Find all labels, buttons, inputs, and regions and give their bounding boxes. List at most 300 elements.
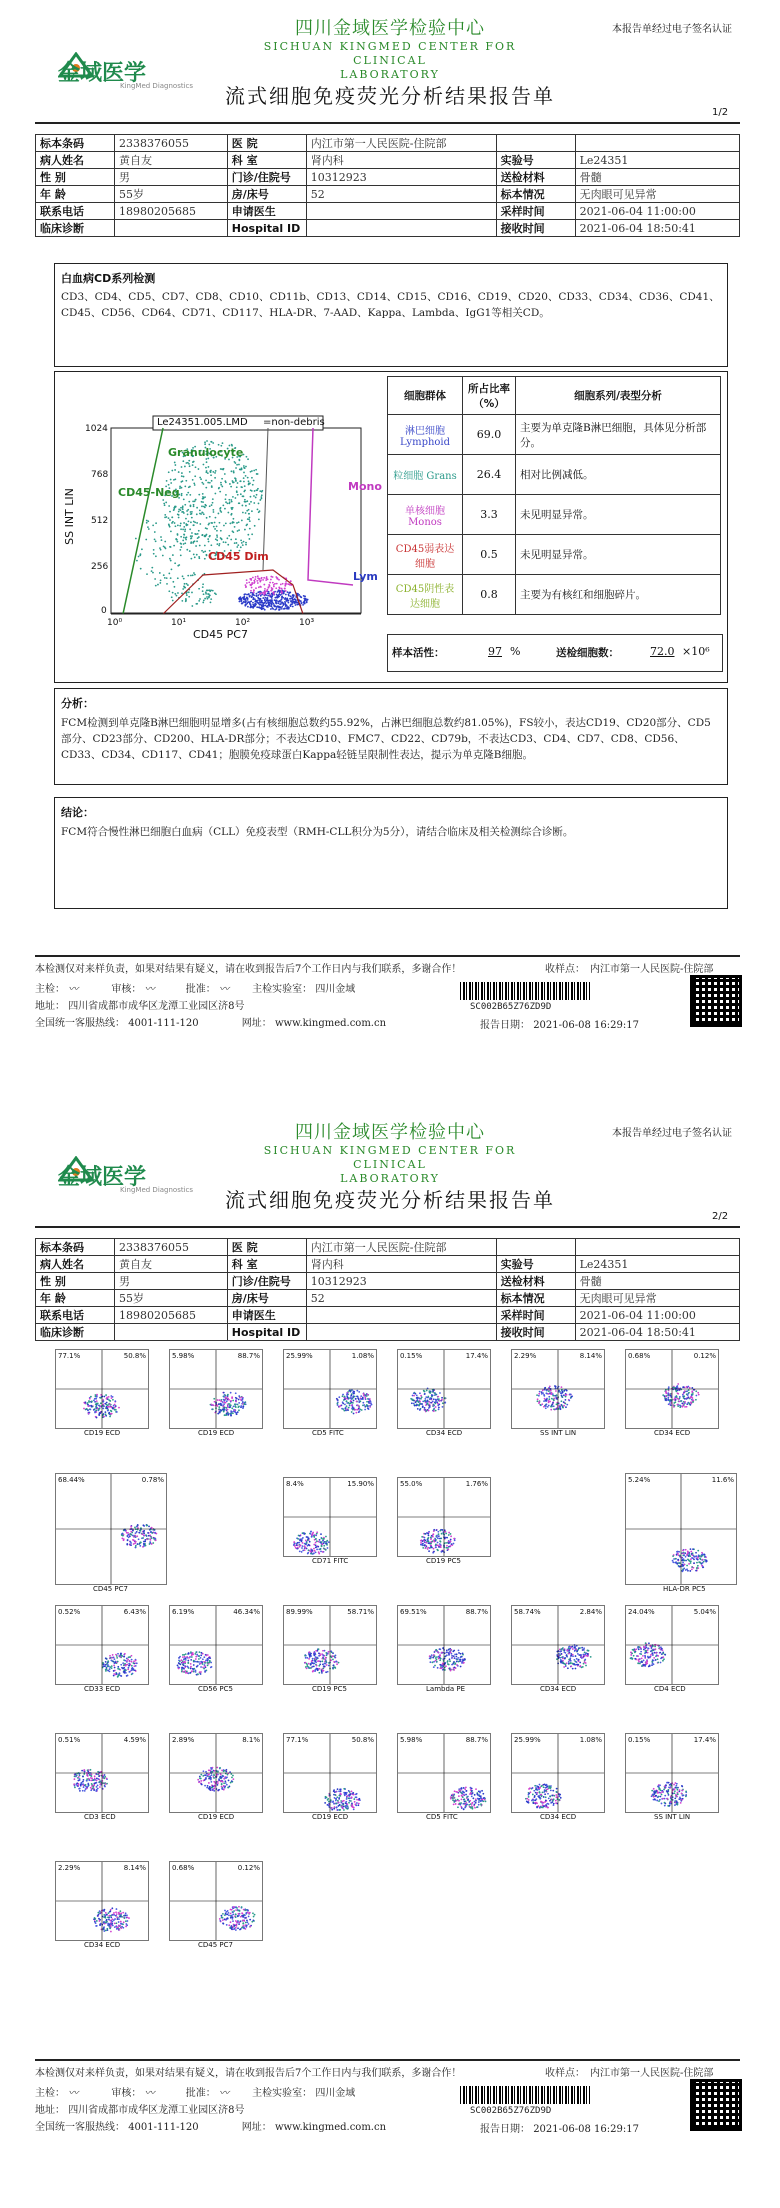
mini-plot-point xyxy=(432,1657,434,1659)
mini-plot-point xyxy=(96,1394,98,1396)
mini-plot-point xyxy=(545,1405,547,1407)
mini-plot-point xyxy=(344,1398,346,1400)
scatter-point xyxy=(285,594,287,596)
flow-mini-plot xyxy=(397,1605,491,1693)
mini-plot-point xyxy=(463,1798,465,1800)
scatter-point xyxy=(210,544,212,546)
mini-plot-point xyxy=(99,1780,101,1782)
mini-plot-point xyxy=(338,1396,340,1398)
mini-plot-point xyxy=(230,1415,232,1417)
mini-plot-point xyxy=(448,1653,450,1655)
scatter-point xyxy=(245,584,247,586)
mini-plot-point xyxy=(78,1788,80,1790)
field-value xyxy=(306,1324,496,1341)
mini-plot-point xyxy=(686,1568,688,1570)
mini-plot-point xyxy=(677,1387,679,1389)
y-tick: 0 xyxy=(101,606,107,616)
scatter-point xyxy=(243,594,245,596)
scatter-point xyxy=(154,538,156,540)
mini-plot-point xyxy=(673,1784,675,1786)
mini-plot-point xyxy=(337,1800,339,1802)
mini-plot-point xyxy=(343,1809,345,1811)
scatter-point xyxy=(201,505,203,507)
scatter-point xyxy=(182,507,184,509)
scatter-point xyxy=(189,550,191,552)
mini-plot-point xyxy=(318,1665,320,1667)
mini-plot-point xyxy=(553,1399,555,1401)
mini-plot-point xyxy=(349,1800,351,1802)
mini-plot-point xyxy=(643,1649,645,1651)
mini-plot-point xyxy=(301,1547,303,1549)
scatter-point xyxy=(253,502,255,504)
scatter-point xyxy=(282,583,284,585)
mini-plot-point xyxy=(424,1537,426,1539)
mini-plot-point xyxy=(94,1778,96,1780)
scatter-point xyxy=(180,509,182,511)
mini-plot-point xyxy=(218,1411,220,1413)
mini-plot-point xyxy=(460,1659,462,1661)
mini-plot-point xyxy=(458,1795,460,1797)
mini-plot-point xyxy=(126,1660,128,1662)
mini-plot-point xyxy=(118,1674,120,1676)
scatter-point xyxy=(271,604,273,606)
mini-plot-point xyxy=(540,1806,542,1808)
mini-plot-point xyxy=(360,1398,362,1400)
scatter-point xyxy=(253,604,255,606)
field-value: 18980205685 xyxy=(115,203,228,220)
mini-plot-point xyxy=(587,1650,589,1652)
scatter-point xyxy=(193,541,195,543)
mini-plot-point xyxy=(218,1406,220,1408)
mini-plot-point xyxy=(231,1407,233,1409)
mini-plot-point xyxy=(429,1398,431,1400)
mini-plot-point xyxy=(344,1403,346,1405)
mini-plot-point xyxy=(316,1665,318,1667)
mini-plot-point xyxy=(431,1547,433,1549)
mini-plot-point xyxy=(438,1658,440,1660)
mini-plot-point xyxy=(412,1399,414,1401)
scatter-point xyxy=(172,600,174,602)
scatter-point xyxy=(181,466,183,468)
mini-plot-point xyxy=(471,1790,473,1792)
mini-plot-point xyxy=(433,1398,435,1400)
mini-plot-point xyxy=(679,1406,681,1408)
mini-plot-point xyxy=(452,1799,454,1801)
mini-plot-point xyxy=(440,1545,442,1547)
scatter-point xyxy=(259,490,261,492)
mini-plot-point xyxy=(446,1545,448,1547)
scatter-point xyxy=(219,522,221,524)
mini-plot-point xyxy=(692,1401,694,1403)
mini-plot-point xyxy=(221,1776,223,1778)
mini-plot-point xyxy=(441,1397,443,1399)
field-label: 病人姓名 xyxy=(36,1256,115,1273)
mini-plot-point xyxy=(127,1675,129,1677)
mini-plot-point xyxy=(703,1553,705,1555)
scatter-point xyxy=(188,596,190,598)
mini-plot-point xyxy=(700,1558,702,1560)
mini-plot-point xyxy=(111,1397,113,1399)
mini-plot-point xyxy=(337,1809,339,1811)
mini-plot-point xyxy=(311,1553,313,1555)
mini-plot-point xyxy=(328,1665,330,1667)
mini-plot-point xyxy=(223,1409,225,1411)
mini-plot-point xyxy=(226,1776,228,1778)
scatter-point xyxy=(164,514,166,516)
mini-plot-point xyxy=(547,1807,549,1809)
logo-text-2: 金域医学 xyxy=(58,1165,147,1190)
mini-plot-point xyxy=(690,1562,692,1564)
mini-plot-point xyxy=(653,1663,655,1665)
mini-plot-point xyxy=(458,1790,460,1792)
scatter-point xyxy=(206,596,208,598)
mini-plot-point xyxy=(462,1652,464,1654)
mini-plot-point xyxy=(223,1785,225,1787)
flow-mini-plot xyxy=(397,1349,491,1437)
scatter-point xyxy=(181,472,183,474)
mini-plot-point xyxy=(436,1549,438,1551)
mini-plot-point xyxy=(96,1773,98,1775)
mini-plot-svg xyxy=(398,1478,490,1556)
mini-plot-point xyxy=(211,1789,213,1791)
mini-plot-point xyxy=(648,1642,650,1644)
scatter-point xyxy=(300,600,302,602)
mini-plot-point xyxy=(205,1660,207,1662)
mini-plot-point xyxy=(356,1390,358,1392)
mini-plot-point xyxy=(346,1400,348,1402)
patient-info-row xyxy=(36,203,740,220)
scatter-point xyxy=(231,470,233,472)
mini-plot-point xyxy=(316,1549,318,1551)
scatter-point xyxy=(204,443,206,445)
mini-plot-point xyxy=(354,1803,356,1805)
scatter-point xyxy=(182,575,184,577)
scatter-point xyxy=(234,477,236,479)
mini-plot-point xyxy=(309,1655,311,1657)
analysis-text: FCM检测到单克隆B淋巴细胞明显增多(占有核细胞总数约55.92%，占淋巴细胞总数约81.05%)，FS较小，表达CD19、CD20部分、CD5部分、CD23部分、CD200、HLA-DR部分；不表达CD10、FMC7、CD22、CD79b，不表达CD3、CD4、CD7、CD8、CD56、CD33、CD34、CD117、CD41；胞膜免疫球蛋白Kappa轻链呈限制性表达，提示为单克隆B细胞。 xyxy=(61,717,711,761)
mini-plot-point xyxy=(649,1665,651,1667)
mini-plot-point xyxy=(422,1406,424,1408)
mini-plot-point xyxy=(87,1785,89,1787)
mini-plot-point xyxy=(543,1394,545,1396)
mini-plot-svg xyxy=(56,1734,148,1812)
scatter-point xyxy=(279,588,281,590)
scatter-point xyxy=(198,530,200,532)
scatter-point xyxy=(250,496,252,498)
mini-plot-point xyxy=(139,1541,141,1543)
e-sign-note-2: 本报告单经过电子签名认证 xyxy=(612,1128,732,1139)
mini-plot-point xyxy=(431,1394,433,1396)
mini-plot-svg xyxy=(56,1350,148,1428)
scatter-point xyxy=(256,580,258,582)
mini-plot-point xyxy=(128,1671,130,1673)
scatter-point xyxy=(240,539,242,541)
mini-plot-point xyxy=(124,1660,126,1662)
mini-plot-point xyxy=(312,1532,314,1534)
checker-signature: 〰 xyxy=(68,984,79,995)
scatter-point xyxy=(206,470,208,472)
mini-plot-point xyxy=(223,1406,225,1408)
mini-plot-point xyxy=(142,1537,144,1539)
scatter-point xyxy=(218,487,220,489)
mini-plot-point xyxy=(549,1386,551,1388)
logo-subtext-2: KingMed Diagnostics xyxy=(120,1186,194,1194)
scatter-point xyxy=(290,600,292,602)
mini-plot-point xyxy=(424,1398,426,1400)
mini-plot-point xyxy=(213,1774,215,1776)
mini-plot-point xyxy=(299,1538,301,1540)
mini-plot-point xyxy=(433,1661,435,1663)
mini-plot-point xyxy=(445,1542,447,1544)
scatter-point xyxy=(170,577,172,579)
mini-plot-point xyxy=(548,1405,550,1407)
mini-plot-point xyxy=(638,1658,640,1660)
mini-plot-point xyxy=(346,1805,348,1807)
mini-plot-point xyxy=(90,1769,92,1771)
mini-plot-point xyxy=(127,1534,129,1536)
mini-plot-point xyxy=(681,1793,683,1795)
scatter-point xyxy=(229,523,231,525)
scatter-point xyxy=(184,485,186,487)
scatter-point xyxy=(257,594,259,596)
mini-plot-point xyxy=(123,1656,125,1658)
mini-plot-svg xyxy=(398,1606,490,1684)
mini-plot-point xyxy=(556,1791,558,1793)
mini-plot-point xyxy=(556,1403,558,1405)
mini-plot-point xyxy=(474,1794,476,1796)
mini-plot-point xyxy=(203,1780,205,1782)
mini-plot-point xyxy=(197,1673,199,1675)
field-label: 实验号 xyxy=(496,152,575,169)
mini-plot-point xyxy=(218,1408,220,1410)
mini-plot-point xyxy=(548,1393,550,1395)
scatter-point xyxy=(185,539,187,541)
scatter-point xyxy=(228,499,230,501)
mini-plot-point xyxy=(435,1544,437,1546)
mini-plot-point xyxy=(552,1790,554,1792)
mini-plot-point xyxy=(686,1554,688,1556)
mini-plot-point xyxy=(315,1544,317,1546)
mini-plot-point xyxy=(137,1543,139,1545)
mini-plot-point xyxy=(445,1547,447,1549)
scatter-point xyxy=(157,584,159,586)
scatter-point xyxy=(264,604,266,606)
mini-plot-point xyxy=(454,1539,456,1541)
scatter-point xyxy=(196,507,198,509)
mini-plot-point xyxy=(314,1656,316,1658)
scatter-point xyxy=(298,594,300,596)
mini-plot-point xyxy=(453,1655,455,1657)
mini-plot-point xyxy=(293,1541,295,1543)
mini-plot-point xyxy=(227,1409,229,1411)
mini-plot-point xyxy=(461,1662,463,1664)
population-percent: 69.0 xyxy=(463,415,516,455)
scatter-point xyxy=(208,541,210,543)
mini-plot-point xyxy=(225,1396,227,1398)
mini-plot-point xyxy=(437,1396,439,1398)
label-granulocyte: Granulocyte xyxy=(168,446,244,459)
mini-plot-point xyxy=(571,1396,573,1398)
scatter-point xyxy=(190,542,192,544)
mini-plot-point xyxy=(208,1773,210,1775)
scatter-point xyxy=(205,505,207,507)
mini-plot-point xyxy=(220,1404,222,1406)
mini-plot-point xyxy=(425,1396,427,1398)
mini-plot-point xyxy=(94,1411,96,1413)
field-label: 送检材料 xyxy=(496,1273,575,1290)
scatter-point xyxy=(266,599,268,601)
scatter-point xyxy=(202,602,204,604)
scatter-point xyxy=(183,522,185,524)
scatter-point xyxy=(270,608,272,610)
website-value[interactable]: www.kingmed.com.cn xyxy=(274,1018,387,1029)
mini-plot-point xyxy=(677,1393,679,1395)
flow-mini-plot xyxy=(283,1349,377,1437)
scatter-point xyxy=(206,517,208,519)
mini-plot-point xyxy=(319,1548,321,1550)
mini-plot-point xyxy=(690,1551,692,1553)
scatter-point xyxy=(225,541,227,543)
mini-plot-point xyxy=(542,1804,544,1806)
scatter-point xyxy=(182,540,184,542)
quadrant-percent: 2.84% xyxy=(579,1608,602,1616)
mini-plot-point xyxy=(105,1394,107,1396)
mini-plot-point xyxy=(559,1657,561,1659)
mini-plot-point xyxy=(583,1647,585,1649)
mini-plot-point xyxy=(102,1408,104,1410)
scatter-point xyxy=(275,587,277,589)
mini-plot-point xyxy=(353,1798,355,1800)
scatter-point xyxy=(200,478,202,480)
mini-plot-point xyxy=(90,1409,92,1411)
mini-plot-point xyxy=(346,1808,348,1810)
mini-plot-point xyxy=(444,1402,446,1404)
scatter-point xyxy=(180,543,182,545)
mini-plot-point xyxy=(439,1654,441,1656)
mini-plot-point xyxy=(692,1567,694,1569)
mini-plot-point xyxy=(428,1535,430,1537)
mini-plot-point xyxy=(333,1808,335,1810)
mini-plot-point xyxy=(651,1664,653,1666)
lab-title-en-1: SICHUAN KINGMED CENTER FOR CLINICAL xyxy=(263,40,517,67)
mini-plot-point xyxy=(131,1661,133,1663)
scatter-point xyxy=(244,529,246,531)
mini-plot-point xyxy=(659,1648,661,1650)
scatter-point xyxy=(216,525,218,527)
mini-plot-point xyxy=(365,1405,367,1407)
mini-plot-point xyxy=(676,1783,678,1785)
mini-plot-point xyxy=(209,1770,211,1772)
scatter-point xyxy=(277,578,279,580)
mini-plot-point xyxy=(339,1795,341,1797)
mini-plot-point xyxy=(105,1415,107,1417)
mini-plot-point xyxy=(419,1392,421,1394)
mini-plot-point xyxy=(231,1780,233,1782)
field-label: 接收时间 xyxy=(496,220,575,237)
scatter-point xyxy=(232,521,234,523)
mini-plot-axis-label: SS INT LIN xyxy=(540,1429,577,1437)
mini-plot-point xyxy=(200,1661,202,1663)
mini-plot-point xyxy=(114,1404,116,1406)
mini-plot-point xyxy=(222,1781,224,1783)
mini-plot-point xyxy=(544,1789,546,1791)
mini-plot-point xyxy=(570,1394,572,1396)
mini-plot-point xyxy=(198,1781,200,1783)
reviewer-signature: 〰 xyxy=(144,984,155,995)
field-label: 申请医生 xyxy=(227,203,306,220)
mini-plot-point xyxy=(431,1654,433,1656)
mini-plot-point xyxy=(580,1654,582,1656)
mini-plot-point xyxy=(195,1658,197,1660)
mini-plot-point xyxy=(133,1539,135,1541)
scatter-point xyxy=(174,593,176,595)
mini-plot-point xyxy=(456,1800,458,1802)
scatter-point xyxy=(170,560,172,562)
mini-plot-point xyxy=(93,1399,95,1401)
mini-plot-point xyxy=(664,1795,666,1797)
scatter-point xyxy=(199,523,201,525)
mini-plot-point xyxy=(324,1650,326,1652)
mini-plot-point xyxy=(100,1402,102,1404)
mini-plot-point xyxy=(585,1653,587,1655)
mini-plot-point xyxy=(106,1404,108,1406)
scatter-point xyxy=(248,519,250,521)
mini-plot-point xyxy=(230,1400,232,1402)
mini-plot-point xyxy=(227,1406,229,1408)
mini-plot-point xyxy=(214,1786,216,1788)
scatter-point xyxy=(216,534,218,536)
mini-plot-point xyxy=(435,1410,437,1412)
scatter-point xyxy=(240,493,242,495)
mini-plot-point xyxy=(358,1408,360,1410)
mini-plot-point xyxy=(646,1661,648,1663)
scatter-point xyxy=(223,525,225,527)
scatter-point xyxy=(204,598,206,600)
mini-plot-point xyxy=(474,1807,476,1809)
scatter-point xyxy=(273,586,275,588)
mini-plot-point xyxy=(135,1541,137,1543)
scatter-point xyxy=(214,592,216,594)
mini-plot-point xyxy=(359,1400,361,1402)
scatter-point xyxy=(180,528,182,530)
mini-plot-point xyxy=(572,1663,574,1665)
mini-plot-point xyxy=(463,1808,465,1810)
mini-plot-point xyxy=(427,1548,429,1550)
mini-plot-point xyxy=(229,1786,231,1788)
mini-plot-point xyxy=(568,1649,570,1651)
mini-plot-point xyxy=(698,1394,700,1396)
mini-plot-point xyxy=(331,1807,333,1809)
mini-plot-point xyxy=(675,1399,677,1401)
mini-plot-point xyxy=(441,1533,443,1535)
mini-plot-point xyxy=(211,1774,213,1776)
mini-plot-point xyxy=(89,1398,91,1400)
mini-plot-point xyxy=(225,1782,227,1784)
scatter-point xyxy=(208,596,210,598)
mini-plot-point xyxy=(127,1539,129,1541)
approver-label: 批准： xyxy=(185,984,216,995)
mini-plot-point xyxy=(655,1648,657,1650)
mini-plot-point xyxy=(691,1387,693,1389)
mini-plot-point xyxy=(684,1401,686,1403)
mini-plot-svg xyxy=(284,1606,376,1684)
mini-plot-point xyxy=(583,1649,585,1651)
mini-plot-point xyxy=(660,1646,662,1648)
mini-plot-point xyxy=(684,1406,686,1408)
mini-plot-point xyxy=(688,1392,690,1394)
scatter-point xyxy=(212,502,214,504)
mini-plot-point xyxy=(368,1398,370,1400)
